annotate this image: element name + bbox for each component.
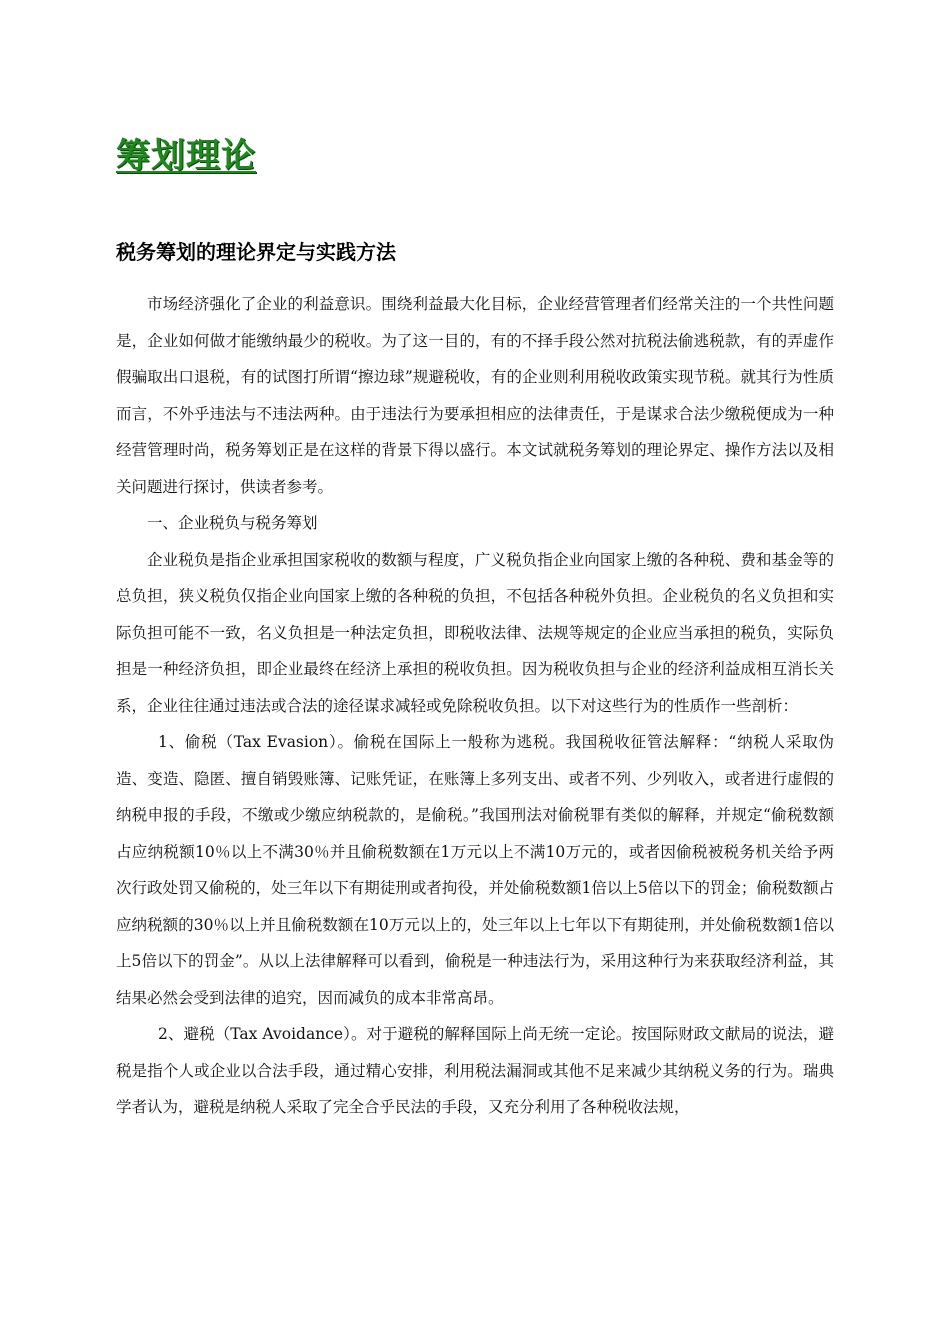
- article-title: 税务筹划的理论界定与实践方法: [116, 240, 396, 264]
- paragraph-tax-avoidance: 2、避税（Tax Avoidance）。对于避税的解释国际上尚无统一定论。按国际财政文献局的说法，避税是指个人或企业以合法手段，通过精心安排，利用税法漏洞或其他不足来减少其纳税义务的行为。瑞典学者认为，避税是纳税人采取了完全合乎民法的手段，又充分利用了各种税收法规，: [116, 1025, 834, 1116]
- document-title: 筹划理论: [116, 136, 256, 176]
- paragraph-tax-burden: 企业税负是指企业承担国家税收的数额与程度，广义税负指企业向国家上缴的各种税、费和基金等的总负担，狭义税负仅指企业向国家上缴的各种税的负担，不包括各种税外负担。企业税负的名义负担和实际负担可能不一致，名义负担是一种法定负担，即税收法律、法规等规定的企业应当承担的税负，实际负担是一种经济负担，即企业最终在经济上承担的税收负担。因为税收负担与企业的经济利益成相互消长关系，企业往往通过违法或合法的途径谋求减轻或免除税收负担。以下对这些行为的性质作一些剖析：: [116, 550, 834, 715]
- article-body: [116, 286, 834, 1126]
- section-heading: 一、企业税负与税务筹划: [147, 514, 318, 532]
- paragraph-intro: 市场经济强化了企业的利益意识。围绕利益最大化目标，企业经营管理者们经常关注的一个共性问题是，企业如何做才能缴纳最少的税收。为了这一目的，有的不择手段公然对抗税法偷逃税款，有的弄虚作假骗取出口退税，有的试图打所谓“擦边球”规避税收，有的企业则利用税收政策实现节税。就其行为性质而言，不外乎违法与不违法两种。由于违法行为要承担相应的法律责任，于是谋求合法少缴税便成为一种经营管理时尚，税务筹划正是在这样的背景下得以盛行。本文试就税务筹划的理论界定、操作方法以及相关问题进行探讨，供读者参考。: [116, 295, 834, 496]
- paragraph-tax-evasion: 1、偷税（Tax Evasion）。偷税在国际上一般称为逃税。我国税收征管法解释：“纳税人采取伪造、变造、隐匿、擅自销毁账簿、记账凭证，在账簿上多列支出、或者不列、少列收入，或者进行虚假的纳税申报的手段，不缴或少缴应纳税款的，是偷税。”我国刑法对偷税罪有类似的解释，并规定“偷税数额占应纳税额10％以上不满30％并且偷税数额在1万元以上不满10万元的，或者因偷税被税务机关给予两次行政处罚又偷税的，处三年以下有期徒刑或者拘役，并处偷税数额1倍以上5倍以下的罚金；偷税数额占应纳税额的30％以上并且偷税数额在10万元以上的，处三年以上七年以下有期徒刑，并处偷税数额1倍以上5倍以下的罚金”。从以上法律解释可以看到，偷税是一种违法行为，采用这种行为来获取经济利益，其结果必然会受到法律的追究，因而减负的成本非常高昂。: [116, 733, 834, 1007]
